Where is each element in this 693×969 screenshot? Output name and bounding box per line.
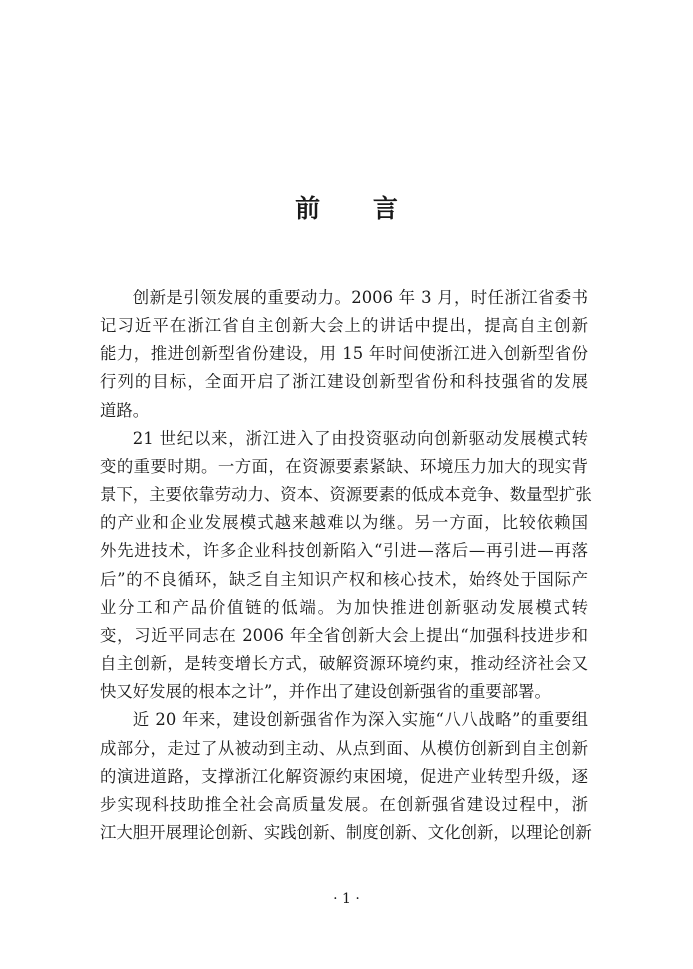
text-line: 后”的不良循环，缺乏自主知识产权和核心技术，始终处于国际产 [100, 569, 588, 589]
text-line: 的演进道路，支撑浙江化解资源约束困境，促进产业转型升级，逐 [100, 766, 588, 786]
text-line: 道路。 [100, 400, 150, 420]
body-text [100, 284, 592, 847]
paragraph-1 [100, 284, 588, 425]
text-line: 能力，推进创新型省份建设，用 15 年时间使浙江进入创新型省份 [100, 344, 588, 364]
text-line: 江大胆开展理论创新、实践创新、制度创新、文化创新，以理论创新 [100, 822, 592, 842]
text-line: 变，习近平同志在 2006 年全省创新大会上提出“加强科技进步和 [100, 625, 588, 645]
text-line: 快又好发展的根本之计”，并作出了建设创新强省的重要部署。 [100, 682, 551, 702]
page-title: 前 言 [295, 194, 420, 223]
text-line: 步实现科技助推全社会高质量发展。在创新强省建设过程中，浙 [100, 794, 588, 814]
text-line: 近 20 年来，建设创新强省作为深入实施“八八战略”的重要组 [132, 710, 588, 730]
text-line: 21 世纪以来，浙江进入了由投资驱动向创新驱动发展模式转 [132, 428, 588, 448]
text-line: 创新是引领发展的重要动力。2006 年 3 月，时任浙江省委书 [132, 288, 588, 307]
page-number: · 1 · [333, 891, 360, 907]
text-line: 记习近平在浙江省自主创新大会上的讲话中提出，提高自主创新 [100, 316, 588, 336]
text-line: 外先进技术，许多企业科技创新陷入“引进—落后—再引进—再落 [100, 541, 588, 561]
paragraph-2 [100, 425, 592, 707]
text-line: 景下，主要依靠劳动力、资本、资源要素的低成本竞争、数量型扩张 [100, 485, 592, 505]
text-line: 成部分，走过了从被动到主动、从点到面、从模仿创新到自主创新 [100, 738, 588, 758]
text-line: 业分工和产品价值链的低端。为加快推进创新驱动发展模式转 [100, 597, 588, 617]
text-line: 行列的目标，全面开启了浙江建设创新型省份和科技强省的发展 [100, 372, 588, 392]
text-line: 变的重要时期。一方面，在资源要素紧缺、环境压力加大的现实背 [100, 456, 588, 476]
paragraph-3 [100, 706, 592, 847]
text-line: 自主创新，是转变增长方式，破解资源环境约束，推动经济社会又 [100, 654, 588, 674]
text-line: 的产业和企业发展模式越来越难以为继。另一方面，比较依赖国 [100, 513, 588, 533]
